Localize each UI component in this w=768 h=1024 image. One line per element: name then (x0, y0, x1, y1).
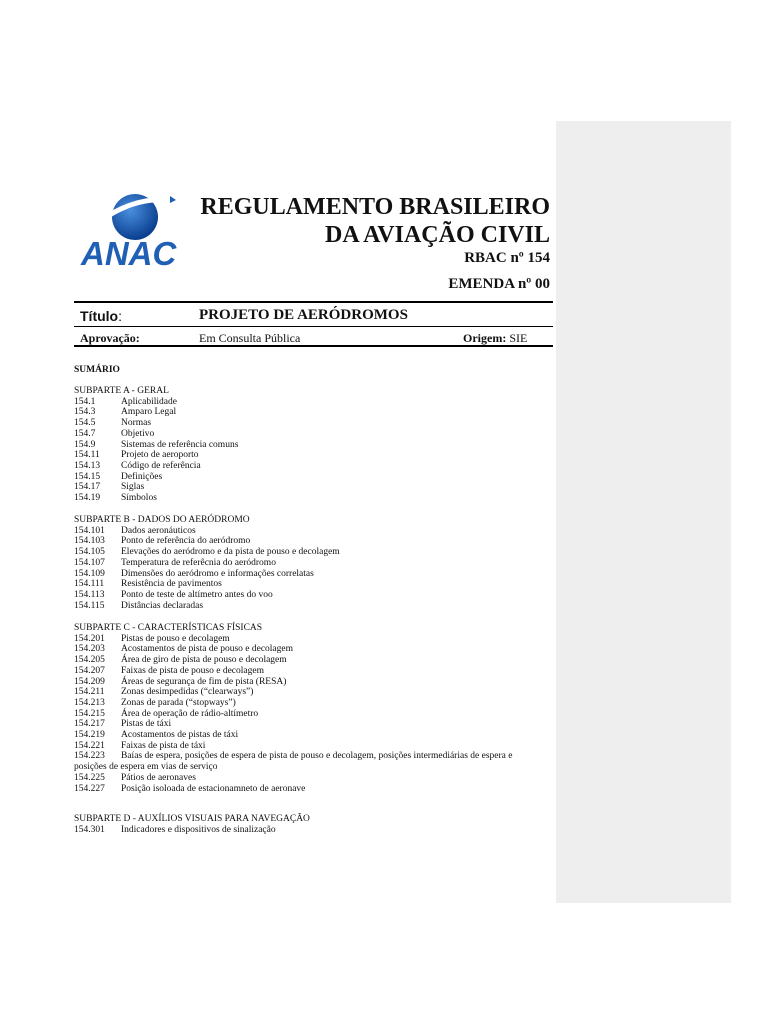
toc-item-number: 154.11 (74, 450, 100, 461)
toc-item-number: 154.107 (74, 557, 105, 568)
toc-item-text: Objetivo (121, 428, 155, 439)
toc-item[interactable] (74, 579, 544, 590)
toc-item-number: 154.223 (74, 751, 105, 762)
toc-item[interactable] (74, 461, 544, 472)
toc-item-text: Pátios de aeronaves (121, 772, 196, 783)
toc-item[interactable] (74, 730, 544, 741)
toc-item-number: 154.113 (74, 589, 105, 600)
toc-item[interactable] (74, 569, 544, 580)
toc-item[interactable] (74, 719, 544, 730)
toc-item-number: 154.103 (74, 536, 105, 547)
toc-item-text: Ponto de teste de altímetro antes do voo (121, 589, 273, 600)
toc-item[interactable] (74, 741, 544, 752)
toc-item-number: 154.201 (74, 633, 105, 644)
toc-item-number: 154.7 (74, 428, 96, 439)
aprovacao-label: Aprovação: (80, 331, 140, 345)
toc-item-text: Pistas de táxi (121, 719, 172, 730)
toc-item-text: Projeto de aeroporto (121, 450, 199, 461)
toc-item-text: Ponto de referência do aeródromo (121, 536, 251, 547)
toc-item-number: 154.225 (74, 772, 105, 783)
toc-item-text: Normas (121, 418, 152, 429)
toc-item[interactable] (74, 644, 544, 655)
origem: Origem: SIE (463, 331, 528, 345)
comment-pane (556, 121, 731, 903)
toc-item[interactable] (74, 825, 544, 836)
toc-item-text: Área de operação de rádio-altímetro (121, 708, 259, 719)
toc-item-text: Zonas de parada (“stopways”) (121, 697, 236, 708)
toc-item[interactable] (74, 429, 544, 440)
toc-item[interactable] (74, 666, 544, 677)
toc-section-c (74, 623, 544, 794)
toc-item-text: Dimensões do aeródromo e informações correlatas (121, 568, 314, 579)
toc-item-number: 154.101 (74, 525, 105, 536)
aprovacao-value: Em Consulta Pública (199, 331, 301, 345)
toc-item-number: 154.215 (74, 708, 105, 719)
toc-item[interactable] (74, 536, 544, 547)
toc-item[interactable] (74, 677, 544, 688)
toc-item-text: Baías de espera, posições de espera de pista de pouso e decolagem, posições intermediárias de espera e posições de espera em vias de serviço (74, 751, 513, 773)
toc-item-text: Aplicabilidade (121, 396, 177, 407)
divider (74, 326, 553, 327)
divider (74, 345, 553, 347)
toc-item-number: 154.301 (74, 824, 105, 835)
toc-item[interactable] (74, 482, 544, 493)
toc-item-number: 154.217 (74, 719, 105, 730)
toc-item[interactable] (74, 751, 544, 772)
toc-item-text: Zonas desimpedidas (“clearways”) (121, 687, 254, 698)
rbac-number: RBAC nº 154 (464, 250, 550, 266)
toc-item-number: 154.13 (74, 460, 101, 471)
toc-item-number: 154.221 (74, 740, 105, 751)
document-title (200, 193, 550, 249)
toc-item[interactable] (74, 773, 544, 784)
title-line2: DA AVIAÇÃO CIVIL (325, 222, 550, 248)
toc-item[interactable] (74, 655, 544, 666)
toc-item-number: 154.227 (74, 783, 105, 794)
toc-item-text: Elevações do aeródromo e da pista de pouso e decolagem (121, 547, 340, 558)
toc-item[interactable] (74, 687, 544, 698)
toc-item-number: 154.213 (74, 697, 105, 708)
toc-item-text: Sistemas de referência comuns (121, 439, 239, 450)
toc-item-text: Acostamentos de pistas de táxi (121, 730, 239, 741)
toc-item[interactable] (74, 407, 544, 418)
toc-item[interactable] (74, 472, 544, 483)
toc-item-number: 154.109 (74, 568, 105, 579)
toc-item-number: 154.19 (74, 493, 101, 504)
toc-item-text: Resistência de pavimentos (121, 579, 222, 590)
toc-section-heading[interactable]: SUBPARTE D - AUXÍLIOS VISUAIS PARA NAVEGAÇÃO (74, 814, 310, 824)
toc-item[interactable] (74, 634, 544, 645)
toc-item-number: 154.5 (74, 418, 96, 429)
toc-item[interactable] (74, 526, 544, 537)
toc-item[interactable] (74, 601, 544, 612)
titulo-value: PROJETO DE AERÓDROMOS (199, 307, 408, 323)
toc-item-number: 154.203 (74, 644, 105, 655)
toc-section-d (74, 814, 544, 835)
toc-item-number: 154.3 (74, 407, 96, 418)
toc-item-number: 154.209 (74, 676, 105, 687)
toc-item[interactable] (74, 558, 544, 569)
title-line1: REGULAMENTO BRASILEIRO (200, 194, 550, 220)
toc-item-text: Acostamentos de pista de pouso e decolagem (121, 644, 294, 655)
toc-item-text: Dados aeronáuticos (121, 525, 196, 536)
toc-item-number: 154.17 (74, 482, 101, 493)
toc-item-text: Distâncias declaradas (121, 600, 204, 611)
toc-item-text: Siglas (121, 482, 145, 493)
anac-logo (80, 190, 190, 270)
sumario-heading: SUMÁRIO (74, 365, 120, 375)
toc-item[interactable] (74, 450, 544, 461)
emenda-number: EMENDA nº 00 (448, 276, 550, 292)
toc-item-text: Código de referência (121, 460, 201, 471)
divider (74, 301, 553, 303)
toc-item[interactable] (74, 698, 544, 709)
toc-item[interactable] (74, 709, 544, 720)
toc-item[interactable] (74, 397, 544, 408)
toc-item-number: 154.9 (74, 439, 96, 450)
toc-item[interactable] (74, 418, 544, 429)
toc-item-number: 154.15 (74, 471, 101, 482)
toc-item[interactable] (74, 547, 544, 558)
toc-item-text: Símbolos (121, 493, 157, 504)
toc-item-text: Posição isoloada de estacionamneto de aeronave (121, 783, 306, 794)
toc-item-number: 154.207 (74, 665, 105, 676)
toc-item-number: 154.211 (74, 687, 105, 698)
toc-section-a (74, 386, 544, 504)
toc-item-text: Faixas de pista de pouso e decolagem (121, 665, 264, 676)
toc-item-number: 154.115 (74, 600, 105, 611)
logo-text: ANAC (81, 235, 177, 270)
toc-section-b (74, 515, 544, 611)
toc-item-text: Área de giro de pista de pouso e decolagem (121, 655, 287, 666)
titulo-label: Título: (80, 308, 122, 324)
toc-item-text: Áreas de segurança de fim de pista (RESA) (121, 676, 287, 687)
toc-item-text: Temperatura de referêcnia do aeródromo (121, 557, 276, 568)
toc-item[interactable] (74, 784, 544, 795)
toc-item-text: Indicadores e dispositivos de sinalização (121, 824, 276, 835)
toc-section-heading[interactable]: SUBPARTE A - GERAL (74, 386, 169, 396)
toc-item-number: 154.205 (74, 655, 105, 666)
toc-item-text: Definições (121, 471, 163, 482)
toc-section-heading[interactable]: SUBPARTE C - CARACTERÍSTICAS FÍSICAS (74, 623, 263, 633)
toc-section-heading[interactable]: SUBPARTE B - DADOS DO AERÓDROMO (74, 515, 250, 525)
toc-item-text: Amparo Legal (121, 407, 177, 418)
toc-item-text: Faixas de pista de táxi (121, 740, 206, 751)
toc-item-number: 154.105 (74, 547, 105, 558)
toc-item-number: 154.1 (74, 396, 96, 407)
toc-item[interactable] (74, 493, 544, 504)
toc-item-number: 154.219 (74, 730, 105, 741)
toc-item-text: Pistas de pouso e decolagem (121, 633, 230, 644)
toc-item[interactable] (74, 440, 544, 451)
toc-item-number: 154.111 (74, 579, 105, 590)
toc-item[interactable] (74, 590, 544, 601)
